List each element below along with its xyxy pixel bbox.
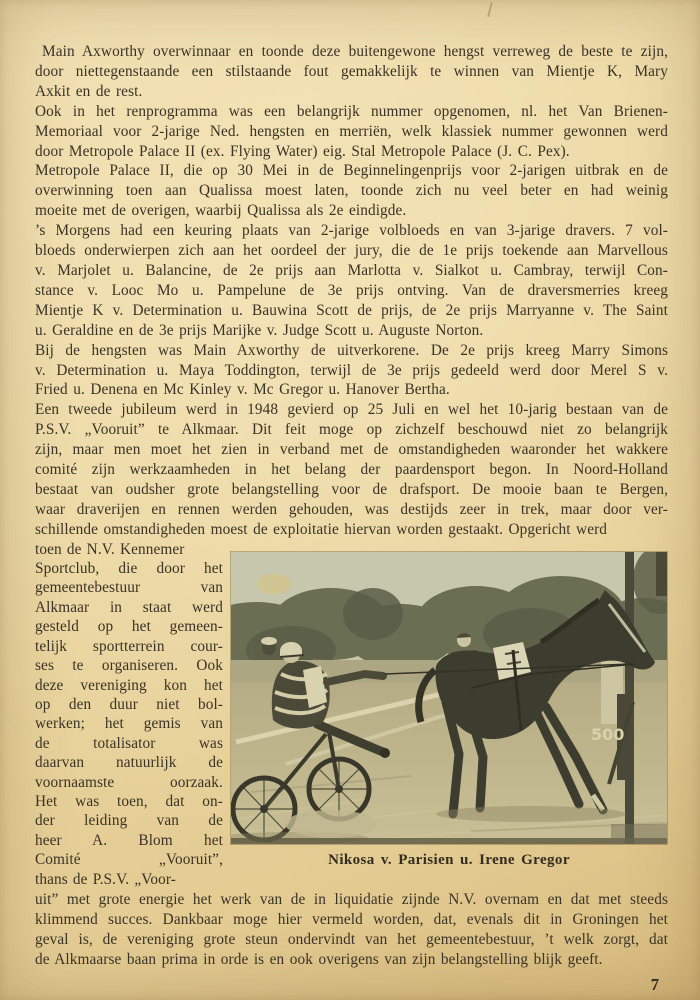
text-line: v. Marjolet u. Balancine, de 2e prijs aan Marlotta v. Sialkot u. Cambray, terwijl Con-	[35, 261, 668, 279]
left-text-column	[35, 540, 223, 889]
text-line: Fried u. Denena en Mc Kinley v. Mc Gregor u. Hanover Bertha.	[35, 381, 450, 399]
text-line: Axkit en de rest.	[35, 82, 143, 100]
text-line: zijn, maar men moet het zien in verband met de omstandigheden waaronder het wakkere	[35, 441, 668, 459]
text-line: gesteld op het gemeen-	[35, 618, 223, 636]
distance-marker-text: 500	[591, 724, 625, 744]
text-line: thans de P.S.V. „Voor-	[35, 870, 176, 888]
text-line: telijk sportterrein cour-	[35, 637, 223, 655]
text-line: Mientje K v. Determination u. Bauwina Scott de prijs, de 2e prijs Marryanne v. The Saint	[35, 301, 668, 319]
paragraph-main-axworthy	[35, 42, 668, 102]
text-line: geval is, de vereniging grote steun ondervindt van het gemeentebestuur, ’t welk zorgt, dat	[35, 930, 668, 948]
text-line: Main Axworthy overwinnaar en toonde deze buitengewone hengst verreweg de beste te zijn,	[42, 43, 668, 60]
text-line: deze vereniging kon het	[35, 676, 223, 694]
text-line: Sportclub, die door het	[35, 560, 223, 578]
text-line: waar draverijen en rennen werden gehouden, was destijds zeer in trek, maar door ver-	[35, 500, 668, 518]
text-line: Memoriaal voor 2-jarige Ned. hengsten en merriën, welk klassiek nummer gewonnen werd	[35, 122, 668, 140]
text-line: Een tweede jubileum werd in 1948 gevierd op 25 Juli en wel het 10-jarig bestaan van de	[35, 401, 668, 419]
text-line: op den duur niet bol-	[35, 695, 223, 713]
text-line: overwinning toen aan Qualissa moest laten, toonde zich nu veel beter en had weinig	[35, 182, 668, 200]
text-line: der leiding van de	[35, 812, 223, 830]
text-line: de totalisator was	[35, 734, 223, 752]
sepia-tint	[231, 552, 667, 844]
text-line: door Metropole Palace II (ex. Flying Water) eig. Stal Metropole Palace (J. C. Pex).	[35, 142, 570, 160]
paragraph-jubileum	[35, 400, 668, 539]
photo-illustration	[231, 552, 667, 844]
text-line: voornaamste oorzaak.	[35, 773, 223, 791]
text-line: comité zijn werkzaamheden in het belang der paardensport begon. In Noord-Holland	[35, 461, 668, 479]
text-line: u. Geraldine en de 3e prijs Marijke v. Judge Scott u. Auguste Norton.	[35, 321, 484, 339]
text-line: Comité „Vooruit”,	[35, 851, 223, 869]
paragraph-hengsten	[35, 341, 668, 401]
text-line: bestaat van oudsher grote belangstelling voor de drafsport. De mooie baan te Bergen,	[35, 480, 668, 498]
text-line: daarvan natuurlijk de	[35, 754, 223, 772]
paragraph-keuring	[35, 221, 668, 340]
text-line: heer A. Blom het	[35, 831, 223, 849]
page-number: 7	[650, 974, 659, 994]
text-line: ’s Morgens had een keuring plaats van 2-jarige volbloeds en van 3-jarige dravers. 7 vol-	[35, 222, 668, 240]
text-line: gemeentebestuur van	[35, 579, 223, 597]
text-line: Metropole Palace II, die op 30 Mei in de Beginnelingenprijs voor 2-jarigen uitbrak en de	[35, 162, 668, 180]
text-line: P.S.V. „Vooruit” te Alkmaar. Dit feit moge op zichzelf beschouwd niet zo belangrijk	[35, 421, 668, 439]
paragraph-metropole-palace	[35, 161, 668, 221]
text-line: de Alkmaarse baan prima in orde is en ook overigens van zijn belangstelling blijk geeft.	[35, 950, 603, 968]
photo-caption: Nikosa v. Parisien u. Irene Gregor	[328, 851, 570, 868]
closing-paragraph	[35, 890, 668, 970]
text-line: moeite met de overigen, waarbij Qualissa als 2e eindigde.	[35, 202, 407, 220]
text-line: Bij de hengsten was Main Axworthy de uitverkorene. De 2e prijs kreeg Marry Simons	[35, 341, 668, 359]
harness-racing-photo	[231, 552, 667, 844]
text-line: door niettegenstaande een stilstaande fout gemakkelijk te winnen van Mientje K, Mary	[35, 62, 668, 80]
photo-section	[35, 540, 668, 889]
text-line: werken; het gemis van	[35, 715, 223, 733]
text-line: schillende omstandigheden moest de exploitatie hiervan worden gestaakt. Opgericht werd	[35, 520, 608, 538]
text-line: toen de N.V. Kennemer	[35, 540, 185, 558]
text-line: Alkmaar in staat werd	[35, 598, 223, 616]
text-line: uit” met grote energie het werk van de in liquidatie zijnde N.V. overnam en dat met steeds	[35, 890, 668, 908]
text-line: ses te organiseren. Ook	[35, 657, 223, 675]
text-line: stance v. Looc Mo u. Pampelune de 3e prijs ontving. Van de draversmerries kreeg	[35, 281, 668, 299]
text-line: klimmend succes. Dankbaar moge hier vermeld worden, dat, evenals dit in Groningen het	[35, 910, 668, 928]
text-line: Het was toen, dat on-	[35, 792, 223, 810]
text-line: v. Determination u. Maya Toddington, terwijl de 3e prijs gedeeld werd door Merel S v.	[35, 361, 668, 379]
text-line: bloeds onderwierpen zich aan het oordeel der jury, die de 1e prijs toekende aan Marvellous	[35, 242, 668, 260]
text-line: Ook in het renprogramma was een belangrijk nummer opgenomen, nl. het Van Brienen-	[35, 102, 668, 120]
paragraph-renprogramma	[35, 102, 668, 162]
photo-figure	[231, 552, 667, 869]
